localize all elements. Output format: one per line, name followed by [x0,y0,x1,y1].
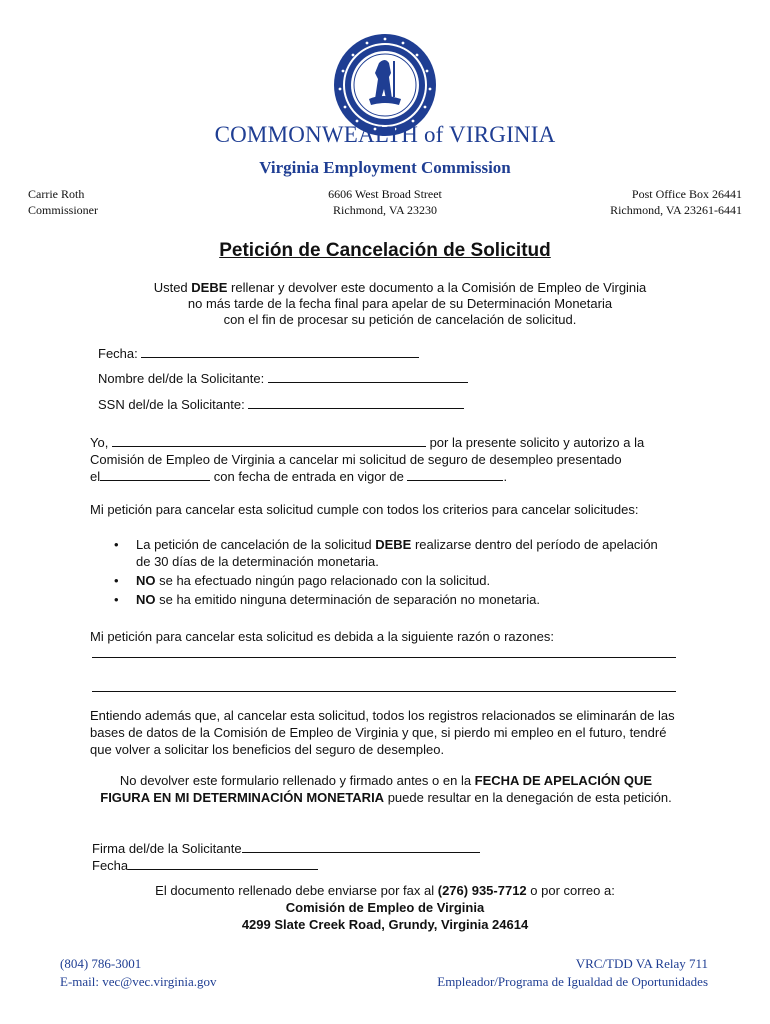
mailing-instructions: El documento rellenado debe enviarse por fax al (276) 935-7712 o por correo a: Comisión de Empleo de Virginia 4299 Slate Creek Road, Grundy, Virginia 24614 [155,883,615,932]
fax-number: (276) 935-7712 [437,883,527,898]
intro-text: Usted DEBE rellenar y devolver este documento a la Comisión de Empleo de Virginia no más tarde de la fecha final para apelar de su Determinación Monetaria con el fin de procesar su petición de cancelación de solicitud. [153,280,647,327]
form-title: Petición de Cancelación de Solicitud [219,240,551,261]
commissioner-block [28,186,98,218]
mail-recipient: Comisión de Empleo de Virginia [285,900,485,915]
ssn-blank[interactable] [248,396,464,409]
list-item: • NO se ha emitido ninguna determinación de separación no monetaria. [114,592,540,607]
signature-field[interactable]: Firma del/de la Solicitante [92,840,480,856]
commonwealth-heading: COMMONWEALTH of VIRGINIA [214,122,556,147]
commissioner-title: Commissioner [28,203,99,217]
pobox-line-2: Richmond, VA 23261-6441 [610,203,742,217]
footer-phone: (804) 786-3001 [60,956,142,971]
pobox-address [610,186,742,218]
pobox-line-1: Post Office Box 26441 [631,187,742,201]
authorization-paragraph: Yo, por la presente solicito y autorizo a la Comisión de Empleo de Virginia a cancelar mi solicitud de seguro de desempleo presentado el con fecha de entrada en vigor de . [90,435,645,484]
footer-equal-opportunity: Empleador/Programa de Igualdad de Oportunidades [437,974,708,989]
yo-name-blank[interactable] [112,434,426,447]
signature-date-field[interactable]: Fecha [92,857,318,873]
footer-relay-line: VRC/TDD VA Relay 711 [575,956,708,971]
criteria-intro: Mi petición para cancelar esta solicitud cumple con todos los criterios para cancelar solicitudes: [90,502,639,517]
footer-email[interactable]: E-mail: vec@vec.virginia.gov [60,974,217,989]
filed-date-blank[interactable] [100,468,210,481]
mail-address: 4299 Slate Creek Road, Grundy, Virginia 24614 [241,917,529,932]
commissioner-name: Carrie Roth [28,187,85,201]
nombre-field[interactable]: Nombre del/de la Solicitante: [98,370,468,386]
effective-date-blank[interactable] [407,468,503,481]
agency-name: Virginia Employment Commission [259,158,511,177]
footer-contact [60,955,217,991]
list-item: • NO se ha efectuado ningún pago relacionado con la solicitud. [114,573,491,588]
deadline-notice: No devolver este formulario rellenado y firmado antes o en la FECHA DE APELACIÓN QUE FIGURA EN MI DETERMINACIÓN MONETARIA puede resultar en la denegación de esta petición. [100,773,672,805]
list-item: • La petición de cancelación de la solicitud DEBE realizarse dentro del período de apelación de 30 días de la determinación monetaria. [114,537,658,569]
street-line-1: 6606 West Broad Street [328,187,442,201]
reason-line-1[interactable] [92,656,676,658]
reason-line-2[interactable] [92,690,676,692]
ssn-field[interactable]: SSN del/de la Solicitante: [98,396,464,412]
footer-relay [437,955,708,991]
nombre-blank[interactable] [268,370,468,383]
criteria-list [110,536,670,610]
street-address [300,186,470,218]
signature-blank[interactable] [242,840,480,853]
reasons-label: Mi petición para cancelar esta solicitud es debida a la siguiente razón o razones: [90,629,554,644]
fecha-field[interactable]: Fecha: [98,345,419,361]
street-line-2: Richmond, VA 23230 [333,203,437,217]
understand-paragraph: Entiendo además que, al cancelar esta solicitud, todos los registros relacionados se eliminarán de las bases de datos de la Comisión de Empleo de Virginia y que, si pierdo mi empleo en el futuro, tendré que volver a solicitar los beneficios del seguro de desempleo. [90,708,675,757]
signature-date-blank[interactable] [128,857,318,870]
fecha-blank[interactable] [141,345,419,358]
